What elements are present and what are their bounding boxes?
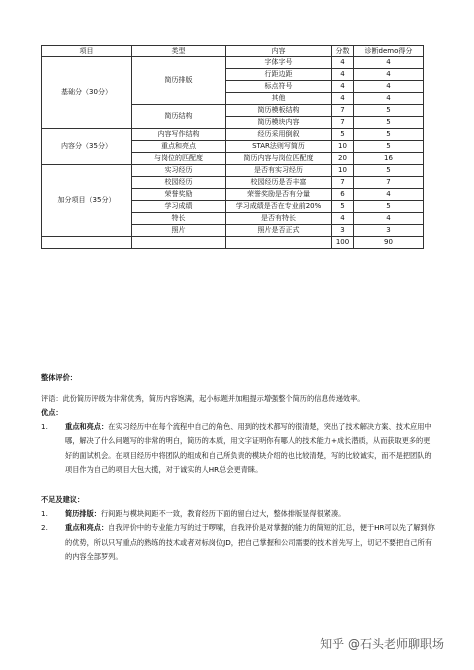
content-cell: 是否有实习经历 — [226, 165, 332, 177]
demo-score-cell: 5 — [354, 165, 424, 177]
type-cell: 实习经历 — [132, 165, 226, 177]
demo-score-cell: 5 — [354, 129, 424, 141]
content-cell: 简历内容与岗位匹配度 — [226, 153, 332, 165]
item-label: 简历排版： — [65, 509, 101, 519]
score-cell: 10 — [332, 141, 354, 153]
type-cell: 与岗位的匹配度 — [132, 153, 226, 165]
demo-score-cell: 4 — [354, 93, 424, 105]
content-cell: 经历采用倒叙 — [226, 129, 332, 141]
content-cell: 学习成绩是否在专业前20% — [226, 201, 332, 213]
header-type: 类型 — [132, 46, 226, 57]
table-row — [42, 57, 424, 69]
score-cell: 4 — [332, 81, 354, 93]
item-number: 1. — [41, 422, 48, 432]
table-row — [42, 129, 424, 141]
content-cell: 其他 — [226, 93, 332, 105]
advantages-heading: 优点： — [41, 408, 63, 417]
score-cell: 4 — [332, 69, 354, 81]
header-score: 分数 — [332, 46, 354, 57]
score-cell: 4 — [332, 57, 354, 69]
weaknesses-heading: 不足及建议： — [41, 495, 85, 504]
type-cell: 内容写作结构 — [132, 129, 226, 141]
group-cell: 内容分（35分） — [42, 129, 132, 165]
demo-score-cell: 4 — [354, 189, 424, 201]
item-label: 重点和亮点： — [65, 422, 109, 432]
item-text: 在实习经历中在每个流程中自己的角色、用到的技术都写的很清楚，突出了技术解决方案、技术应用中哪，解决了什么问题写的非常的明白，简历的本质，用文字证明你有哪人的技术能力+成长潜质，从而获取更多的更好的面试机会。在项目经历中将团队的组成和自己所负责的模块介绍的也比较清楚，写的比较诚实，而不是把团队的项目作为自己的项目大包大揽，对于诚实的人HR总会更青睐。 — [65, 422, 432, 474]
score-cell: 5 — [332, 129, 354, 141]
weakness-item — [41, 521, 436, 564]
score-table — [41, 45, 424, 249]
content-cell: STAR法则写简历 — [226, 141, 332, 153]
comment-text: 评语：此份简历评级为非常优秀，简历内容饱满，起小标题并加粗提示增强整个简历的信息传递效率。 — [41, 394, 365, 403]
empty-cell — [42, 237, 132, 249]
demo-score-cell: 3 — [354, 225, 424, 237]
type-cell: 荣誉奖励 — [132, 189, 226, 201]
content-cell: 行距边距 — [226, 69, 332, 81]
header-content: 内容 — [226, 46, 332, 57]
content-cell: 照片是否正式 — [226, 225, 332, 237]
type-cell: 简历结构 — [132, 105, 226, 129]
score-cell: 5 — [332, 201, 354, 213]
review-heading: 整体评价： — [41, 373, 77, 382]
content-cell: 标点符号 — [226, 81, 332, 93]
demo-score-cell: 4 — [354, 81, 424, 93]
score-cell: 6 — [332, 189, 354, 201]
demo-score-cell: 5 — [354, 201, 424, 213]
type-cell: 校园经历 — [132, 177, 226, 189]
item-text: 自我评价中的专业能力写的过于啰嗦，自我评价是对掌握的能力的简短的汇总，便于HR可以先了解到你的优势，所以只写重点的熟练的技术或者对标岗位JD，把自己掌握和公司需要的技术首先写上，切记不要把自己所有的内容全部罗列。 — [65, 523, 435, 561]
score-cell: 7 — [332, 105, 354, 117]
demo-score-cell: 4 — [354, 213, 424, 225]
type-cell: 照片 — [132, 225, 226, 237]
group-cell: 加分项目（35分） — [42, 165, 132, 237]
content-cell: 字体字号 — [226, 57, 332, 69]
empty-cell — [226, 237, 332, 249]
content-cell: 简历模块内容 — [226, 117, 332, 129]
total-demo-cell: 90 — [354, 237, 424, 249]
score-cell: 10 — [332, 165, 354, 177]
content-cell: 简历模板结构 — [226, 105, 332, 117]
table-row — [42, 165, 424, 177]
score-cell: 7 — [332, 177, 354, 189]
advantage-item — [41, 420, 436, 477]
demo-score-cell: 7 — [354, 177, 424, 189]
demo-score-cell: 5 — [354, 105, 424, 117]
advantages-section — [41, 406, 436, 477]
item-number: 1. — [41, 509, 48, 519]
score-cell: 4 — [332, 93, 354, 105]
header-project: 项目 — [42, 46, 132, 57]
weaknesses-section — [41, 493, 436, 564]
header-demo-score: 诊断demo得分 — [354, 46, 424, 57]
type-cell: 简历排版 — [132, 57, 226, 105]
empty-cell — [132, 237, 226, 249]
score-cell: 7 — [332, 117, 354, 129]
group-cell: 基础分（30分） — [42, 57, 132, 129]
score-cell: 4 — [332, 213, 354, 225]
review-comment — [41, 392, 436, 406]
item-text: 行间距与模块间距不一致，教育经历下面的留白过大，整体排版显得很紧凑。 — [100, 509, 346, 519]
demo-score-cell: 5 — [354, 141, 424, 153]
demo-score-cell: 4 — [354, 69, 424, 81]
type-cell: 学习成绩 — [132, 201, 226, 213]
zhihu-watermark — [320, 635, 444, 652]
total-score-cell: 100 — [332, 237, 354, 249]
overall-review-heading — [41, 371, 436, 385]
content-cell: 校园经历是否丰富 — [226, 177, 332, 189]
score-cell: 3 — [332, 225, 354, 237]
demo-score-cell: 5 — [354, 117, 424, 129]
content-cell: 是否有特长 — [226, 213, 332, 225]
type-cell: 重点和亮点 — [132, 141, 226, 153]
total-row — [42, 237, 424, 249]
type-cell: 特长 — [132, 213, 226, 225]
watermark-text: 知乎 @石头老师聊职场 — [320, 637, 444, 651]
demo-score-cell: 16 — [354, 153, 424, 165]
demo-score-cell: 4 — [354, 57, 424, 69]
weakness-item — [41, 507, 436, 521]
score-cell: 20 — [332, 153, 354, 165]
item-number: 2. — [41, 523, 48, 533]
content-cell: 荣誉奖励是否有分量 — [226, 189, 332, 201]
table-header-row — [42, 46, 424, 57]
item-label: 重点和亮点： — [65, 523, 109, 533]
